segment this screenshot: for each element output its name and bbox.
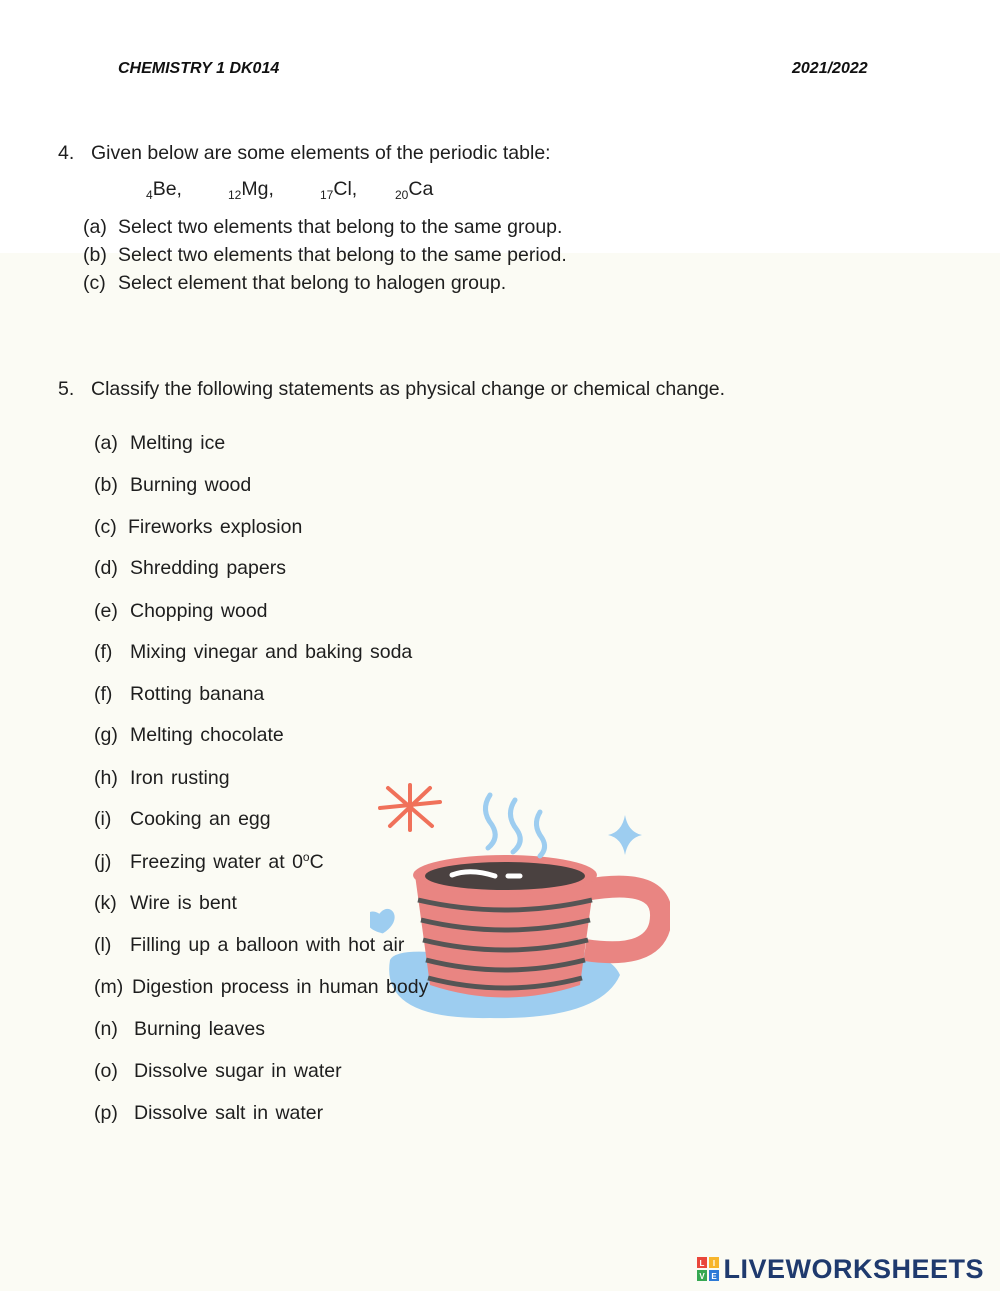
question-number: 5. — [58, 378, 75, 400]
element-list — [0, 178, 1000, 208]
element-beryllium: $_4$Be, — [146, 178, 182, 202]
question-4-part: (b) Select two elements that belong to the same period. — [83, 244, 567, 266]
logo-icon-letter: L — [699, 1259, 705, 1268]
list-item: (l) Filling up a balloon with hot air — [94, 934, 405, 956]
list-item: (d) Shredding papers — [94, 557, 286, 579]
question-4-part: (c) Select element that belong to halogen group. — [83, 272, 507, 294]
list-item: (g) Melting chocolate — [94, 724, 284, 746]
logo-text: LIVEWORKSHEETS — [723, 1254, 984, 1284]
list-item: (h) Iron rusting — [94, 767, 230, 789]
question-text: Given below are some elements of the periodic table: — [91, 142, 551, 164]
element-magnesium: $_{12}$Mg, — [228, 178, 274, 202]
list-item: (m) Digestion process in human body — [94, 976, 429, 998]
course-code-header: CHEMISTRY 1 DK014 — [118, 60, 280, 77]
list-item: (a) Melting ice — [94, 432, 226, 454]
list-item: (e) Chopping wood — [94, 600, 268, 622]
list-item: (n) Burning leaves — [94, 1018, 265, 1040]
element-calcium: $_{20}$Ca — [395, 178, 434, 202]
logo-icon-letter: E — [711, 1272, 717, 1281]
list-item: (p) Dissolve salt in water — [94, 1102, 324, 1124]
question-4 — [58, 142, 551, 165]
list-item: (i) Cooking an egg — [94, 808, 271, 830]
list-item: (j) Freezing water at 0$^o$C — [94, 850, 324, 873]
logo-icon-letter: I — [712, 1259, 716, 1268]
liveworksheets-logo[interactable] — [697, 1254, 984, 1284]
list-item: (b) Burning wood — [94, 474, 252, 496]
question-number: 4. — [58, 142, 75, 164]
list-item: (f) Rotting banana — [94, 683, 265, 705]
academic-year-header: 2021/2022 — [792, 60, 868, 77]
question-text: Classify the following statements as physical change or chemical change. — [91, 378, 726, 400]
liveworksheets-logo-icon — [697, 1257, 719, 1281]
question-4-part: (a) Select two elements that belong to the same group. — [83, 216, 563, 238]
logo-icon-letter: V — [699, 1272, 705, 1281]
list-item: (f) Mixing vinegar and baking soda — [94, 641, 413, 663]
list-item: (k) Wire is bent — [94, 892, 237, 914]
list-item: (c) Fireworks explosion — [94, 516, 303, 538]
question-5 — [58, 378, 725, 401]
element-chlorine: $_{17}$Cl, — [320, 178, 358, 202]
list-item: (o) Dissolve sugar in water — [94, 1060, 342, 1082]
